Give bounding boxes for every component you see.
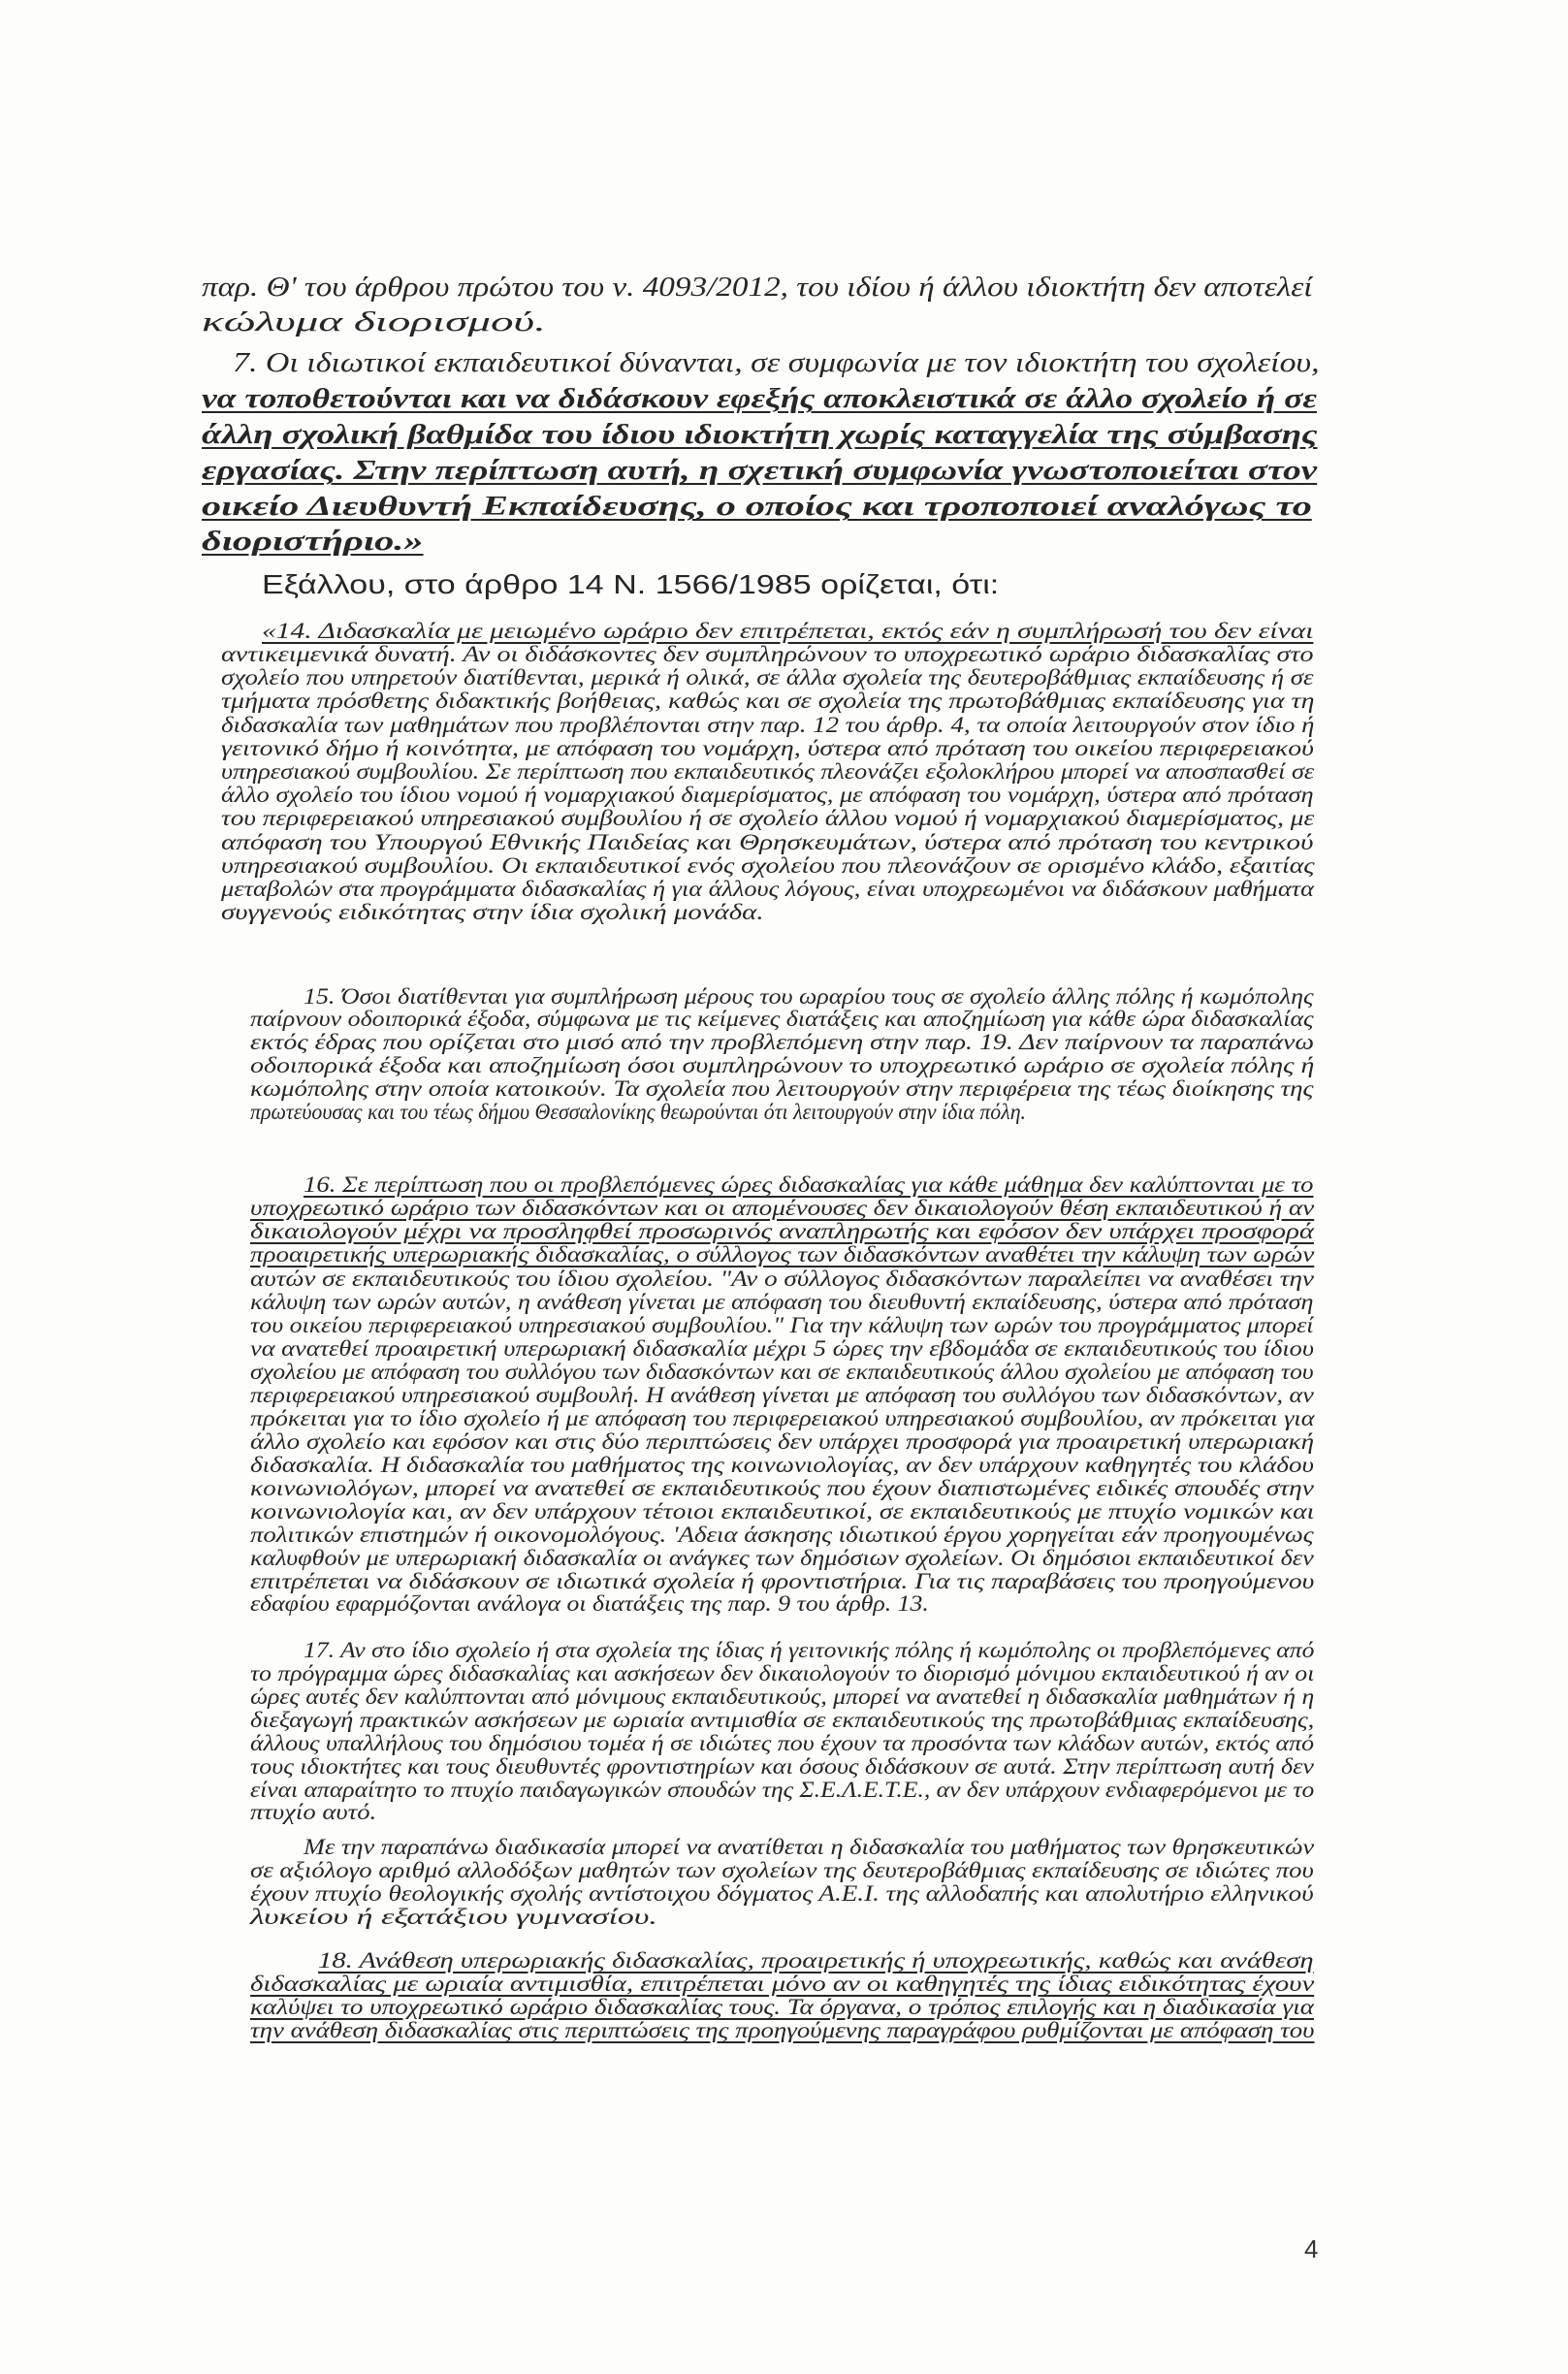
text-line: πτυχίο αυτό. [250, 1800, 377, 1824]
text-line: αυτών σε εκπαιδευτικούς του ίδιου σχολείου. "Αν ο σύλλογος διδασκόντων παραλείπει να αναθέσει την [250, 1267, 1314, 1291]
text-line: επιτρέπεται να διδάσκουν σε ιδιωτικά σχολεία ή φροντιστήρια. Για τις παραβάσεις του προηγούμενου [250, 1569, 1315, 1593]
text-line: εργασίας. Στην περίπτωση αυτή, η σχετική συμφωνία γνωστοποιείται στον [202, 456, 1318, 486]
text-line: πρόκειται για το ίδιο σχολείο ή με απόφαση του περιφερειακού υπηρεσιακού συμβουλίου, αν πρόκειται για [250, 1406, 1315, 1430]
text-line: παίρνουν οδοιπορικά έξοδα, σύμφωνα με τις κείμενες διατάξεις και αποζημίωση για κάθε ώρα διδασκαλίας [250, 1007, 1314, 1031]
text-line: δικαιολογούν μέχρι να προσληφθεί προσωρινός αναπληρωτής και εφόσον δεν υπάρχει προσφορά [250, 1219, 1314, 1243]
text-line: Με την παραπάνω διαδικασία μπορεί να ανατίθεται η διδασκαλία του μαθήματος των θρησκευτικών [304, 1835, 1315, 1859]
text-line: περιφερειακού υπηρεσιακού συμβουλή. Η ανάθεση γίνεται με απόφαση του συλλόγου των διδασκόντων, αν [250, 1383, 1314, 1407]
text-line: εδαφίου εφαρμόζονται ανάλογα οι διατάξεις της παρ. 9 του άρθρ. 13. [250, 1591, 929, 1616]
text-line: τους ιδιοκτήτες και τους διευθυντές φροντιστηρίων και όσους διδάσκουν σε αυτά. Στην περίπτωση αυτή δεν [250, 1754, 1314, 1779]
text-line: άλλο σχολείο του ίδιου νομού ή νομαρχιακού διαμερίσματος, με απόφαση του νομάρχη, ύστερα από πρόταση [221, 783, 1314, 807]
text-line: Εξάλλου, στο άρθρο 14 Ν. 1566/1985 ορίζεται, ότι: [262, 569, 1000, 599]
text-line: σχολείου με απόφαση του συλλόγου των διδασκόντων και σε εκπαιδευτικούς άλλου σχολείου με απόφαση του [250, 1360, 1314, 1384]
text-line: καλύψει το υποχρεωτικό ωράριο διδασκαλίας τους. Τα όργανα, ο τρόπος επιλογής και η διαδικασία για [250, 1995, 1314, 2019]
text-line: του περιφερειακού υπηρεσιακού συμβουλίου ή σε σχολείο άλλου νομού ή νομαρχιακού διαμερίσματος, με [221, 806, 1315, 830]
text-line: πολιτικών επιστημών ή οικονομολόγους. 'Αδεια άσκησης ιδιωτικού έργου χορηγείται εάν προηγουμένως [250, 1523, 1314, 1547]
text-line: διδασκαλία. Η διδασκαλία του μαθήματος της κοινωνιολογίας, αν δεν υπάρχουν καθηγητές του κλάδου [250, 1453, 1314, 1477]
text-line: απόφαση του Υπουργού Εθνικής Παιδείας και Θρησκευμάτων, ύστερα από πρόταση του κεντρικού [221, 830, 1314, 854]
text-line: οικείο Διευθυντή Εκπαίδευσης, ο οποίος και τροποποιεί αναλόγως το [202, 492, 1312, 522]
text-line: «14. Διδασκαλία με μειωμένο ωράριο δεν επιτρέπεται, εκτός εάν η συμπλήρωσή του δεν είναι [262, 619, 1314, 643]
text-line: εκτός έδρας που ορίζεται στο μισό από την προβλεπόμενη στην παρ. 19. Δεν παίρνουν τα παραπάνω [250, 1030, 1315, 1054]
text-line: 18. Ανάθεση υπερωριακής διδασκαλίας, προαιρετικής ή υποχρεωτικής, καθώς και ανάθεση [318, 1948, 1314, 1973]
text-line: άλλους υπαλλήλους του δημόσιου τομέα ή σε ιδιώτες που έχουν τα προσόντα των κλάδων αυτών, εκτός από [250, 1731, 1315, 1755]
text-line: υπηρεσιακού συμβουλίου. Σε περίπτωση που εκπαιδευτικός πλεονάζει εξολοκλήρου μπορεί να αποσπασθεί σε [221, 759, 1315, 784]
text-line: γειτονικό δήμο ή κοινότητα, με απόφαση του νομάρχη, ύστερα από πρόταση του οικείου περιφερειακού [221, 736, 1314, 760]
text-line: κωμόπολης στην οποία κατοικούν. Τα σχολεία που λειτουργούν στην περιφέρεια της τέως διοίκησης της [250, 1076, 1314, 1101]
text-line: ώρες αυτές δεν καλύπτονται από μόνιμους εκπαιδευτικούς, μπορεί να ανατεθεί η διδασκαλία μαθημάτων ή η [250, 1684, 1315, 1709]
text-line: κοινωνιολογία και, αν δεν υπάρχουν τέτοιοι εκπαιδευτικοί, σε εκπαιδευτικούς με πτυχίο νομικών και [250, 1499, 1315, 1524]
text-line: μεταβολών στα προγράμματα διδασκαλίας ή για άλλους λόγους, είναι υποχρεωμένοι να διδάσκουν μαθήματα [221, 877, 1314, 901]
page-number: 4 [1304, 2234, 1319, 2263]
text-line: διοριστήριο.» [202, 527, 424, 557]
text-line: να ανατεθεί προαιρετική υπερωριακή διδασκαλία μέχρι 5 ώρες την εβδομάδα σε εκπαιδευτικούς του ίδιου [250, 1336, 1314, 1361]
text-line: διδασκαλίας με ωριαία αντιμισθία, επιτρέπεται μόνο αν οι καθηγητές της ίδιας ειδικότητας έχουν [250, 1972, 1315, 1996]
text-line: αντικειμενικά δυνατή. Αν οι διδάσκοντες δεν συμπληρώνουν το υποχρεωτικό ωράριο διδασκαλίας στο [221, 642, 1314, 666]
text-line: τμήματα πρόσθετης διδακτικής βοήθειας, καθώς και σε σχολεία της πρωτοβάθμιας εκπαίδευσης για τη [221, 689, 1315, 713]
text-line: διδασκαλία των μαθημάτων που προβλέπονται στην παρ. 12 του άρθρ. 4, τα οποία λειτουργούν στον ίδιο ή [221, 713, 1315, 737]
text-line: την ανάθεση διδασκαλίας στις περιπτώσεις της προηγούμενης παραγράφου ρυθμίζονται με απόφαση του [250, 2018, 1315, 2042]
text-line: άλλη σχολική βαθμίδα του ίδιου ιδιοκτήτη χωρίς καταγγελία της σύμβασης [202, 420, 1318, 450]
text-line: να τοποθετούνται και να διδάσκουν εφεξής αποκλειστικά σε άλλο σχολείο ή σε [202, 384, 1317, 414]
text-line: το πρόγραμμα ώρες διδασκαλίας και ασκήσεων δεν δικαιολογούν το διορισμό μόνιμου εκπαιδευτικού ή αν οι [250, 1661, 1315, 1685]
text-line: κοινωνιολόγων, μπορεί να ανατεθεί σε εκπαιδευτικούς που έχουν διαπιστωμένες ειδικές σπουδές στην [250, 1476, 1314, 1500]
text-line: 15. Όσοι διατίθενται για συμπλήρωση μέρους του ωραρίου τους σε σχολείο άλλης πόλης ή κωμόπολης [304, 984, 1314, 1009]
text-line: έχουν πτυχίο θεολογικής σχολής αντίστοιχου δόγματος Α.Ε.Ι. της αλλοδαπής και απολυτήριο ελληνικού [250, 1881, 1314, 1906]
text-line: του οικείου περιφερειακού υπηρεσιακού συμβουλίου." Για την κάλυψη των ωρών του προγράμματος μπορεί [250, 1313, 1314, 1337]
text-line: είναι απαραίτητο το πτυχίο παιδαγωγικών σπουδών της Σ.Ε.Λ.Ε.Τ.Ε., αν δεν υπάρχουν ενδιαφερόμενοι με το [250, 1778, 1315, 1802]
text-line: σχολείο που υπηρετούν διατίθενται, μερικά ή ολικά, σε άλλα σχολεία της δευτεροβάθμιας εκπαίδευσης ή σε [221, 665, 1314, 690]
text-line: σε αξιόλογο αριθμό αλλοδόξων μαθητών των σχολείων της δευτεροβάθμιας εκπαίδευσης σε ιδιώτες που [250, 1858, 1314, 1882]
text-line: οδοιπορικά έξοδα και αποζημίωση όσοι συμπληρώνουν το υποχρεωτικό ωράριο σε σχολεία πόλης ή [250, 1053, 1315, 1077]
text-line: κάλυψη των ωρών αυτών, η ανάθεση γίνεται με απόφαση του διευθυντή εκπαίδευσης, ύστερα από πρόταση [250, 1290, 1314, 1314]
text-line: 7. Οι ιδιωτικοί εκπαιδευτικοί δύνανται, σε συμφωνία με τον ιδιοκτήτη του σχολείου, [233, 348, 1320, 378]
text-line: συγγενούς ειδικότητας στην ίδια σχολική μονάδα. [221, 900, 764, 924]
text-line: λυκείου ή εξατάξιου γυμνασίου. [250, 1905, 657, 1929]
text-line: διεξαγωγή πρακτικών ασκήσεων με ωριαία αντιμισθία σε εκπαιδευτικούς της πρωτοβάθμιας εκπαίδευσης, [250, 1708, 1315, 1732]
text-line: παρ. Θ' του άρθρου πρώτου του ν. 4093/2012, του ιδίου ή άλλου ιδιοκτήτη δεν αποτελεί [202, 273, 1313, 303]
text-line: καλυφθούν με υπερωριακή διδασκαλία οι ανάγκες των δημόσιων σχολείων. Οι δημόσιοι εκπαιδευτικοί δεν [250, 1546, 1314, 1570]
text-line: υπηρεσιακού συμβουλίου. Οι εκπαιδευτικοί ενός σχολείου που πλεονάζουν σε ορισμένο κλάδο, εξαιτίας [221, 853, 1315, 878]
text-line: κώλυμα διορισμού. [202, 307, 546, 337]
text-line: 16. Σε περίπτωση που οι προβλεπόμενες ώρες διδασκαλίας για κάθε μάθημα δεν καλύπτονται με το [304, 1172, 1314, 1197]
text-line: άλλο σχολείο και εφόσον και στις δύο περιπτώσεις δεν υπάρχει προσφορά για προαιρετική υπερωριακή [250, 1429, 1315, 1454]
text-line: προαιρετικής υπερωριακής διδασκαλίας, ο σύλλογος των διδασκόντων αναθέτει την κάλυψη των ωρών [250, 1242, 1315, 1267]
text-line: πρωτεύουσας και του τέως δήμου Θεσσαλονίκης θεωρούνται ότι λειτουργούν στην ίδια πόλη. [250, 1100, 1027, 1124]
text-line: υποχρεωτικό ωράριο των διδασκόντων και οι απομένουσες δεν δικαιολογούν θέση εκπαιδευτικού ή αν [250, 1196, 1315, 1220]
text-line: 17. Αν στο ίδιο σχολείο ή στα σχολεία της ίδιας ή γειτονικής πόλης ή κωμόπολης οι προβλεπόμενες από [304, 1638, 1315, 1662]
